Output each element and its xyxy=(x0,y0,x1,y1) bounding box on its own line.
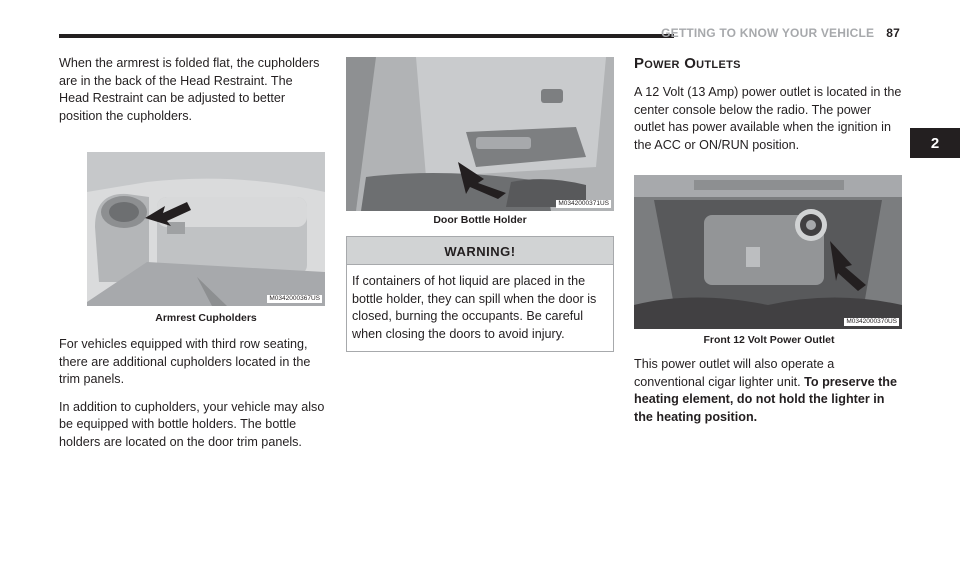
left-column xyxy=(59,55,325,451)
figure-caption: Armrest Cupholders xyxy=(155,312,257,324)
section-title-power-outlets xyxy=(634,55,904,72)
cigar-lighter-text: This power outlet will also operate a conventional cigar lighter unit. xyxy=(634,357,835,389)
running-head-title: GETTING TO KNOW YOUR VEHICLE xyxy=(661,26,875,40)
armrest-illustration xyxy=(87,152,325,306)
armrest-cupholders-figure xyxy=(87,152,325,306)
figure-code: M0342000367US xyxy=(269,295,320,302)
cigar-lighter-paragraph xyxy=(634,356,904,426)
front-power-outlet-figure xyxy=(634,175,902,329)
figure-caption: Front 12 Volt Power Outlet xyxy=(703,334,835,346)
figure-code: M0342000371US xyxy=(558,200,609,207)
bottle-holders-paragraph: In addition to cupholders, your vehicle may also be equipped with bottle holders. The bottle holders are located on the door trim panels. xyxy=(59,399,325,449)
middle-column xyxy=(346,57,614,352)
running-head xyxy=(661,26,900,40)
header-rule xyxy=(59,34,674,38)
right-column xyxy=(634,55,904,426)
cigar-lighter-caution: To preserve the heating element, do not hold the lighter in the heating position. xyxy=(634,374,897,424)
third-row-paragraph: For vehicles equipped with third row seating, there are additional cupholders located in the trim panels. xyxy=(59,337,311,386)
chapter-tab[interactable]: 2 xyxy=(910,128,960,158)
warning-text: If containers of hot liquid are placed in the bottle holder, they can spill when the door is closed, burning the occupants. Be careful when closing the doors to avoid injury. xyxy=(352,274,597,341)
door-bottle-holder-figure xyxy=(346,57,614,211)
power-outlet-illustration xyxy=(634,175,902,329)
warning-title: WARNING! xyxy=(347,237,613,265)
section-title-text: Power Outlets xyxy=(634,55,741,72)
armrest-intro-paragraph: When the armrest is folded flat, the cupholders are in the back of the Head Restraint. The Head Restraint can be adjusted to better position the cupholders. xyxy=(59,56,320,123)
power-outlet-intro: A 12 Volt (13 Amp) power outlet is located in the center console below the radio. The power outlet has power available when the ignition in the ACC or ON/RUN position. xyxy=(634,85,902,152)
page-number: 87 xyxy=(886,26,900,40)
figure-code: M0342000370US xyxy=(846,318,897,325)
figure-caption: Door Bottle Holder xyxy=(433,214,527,226)
warning-box xyxy=(346,236,614,352)
warning-body xyxy=(347,265,613,351)
door-panel-illustration xyxy=(346,57,614,211)
